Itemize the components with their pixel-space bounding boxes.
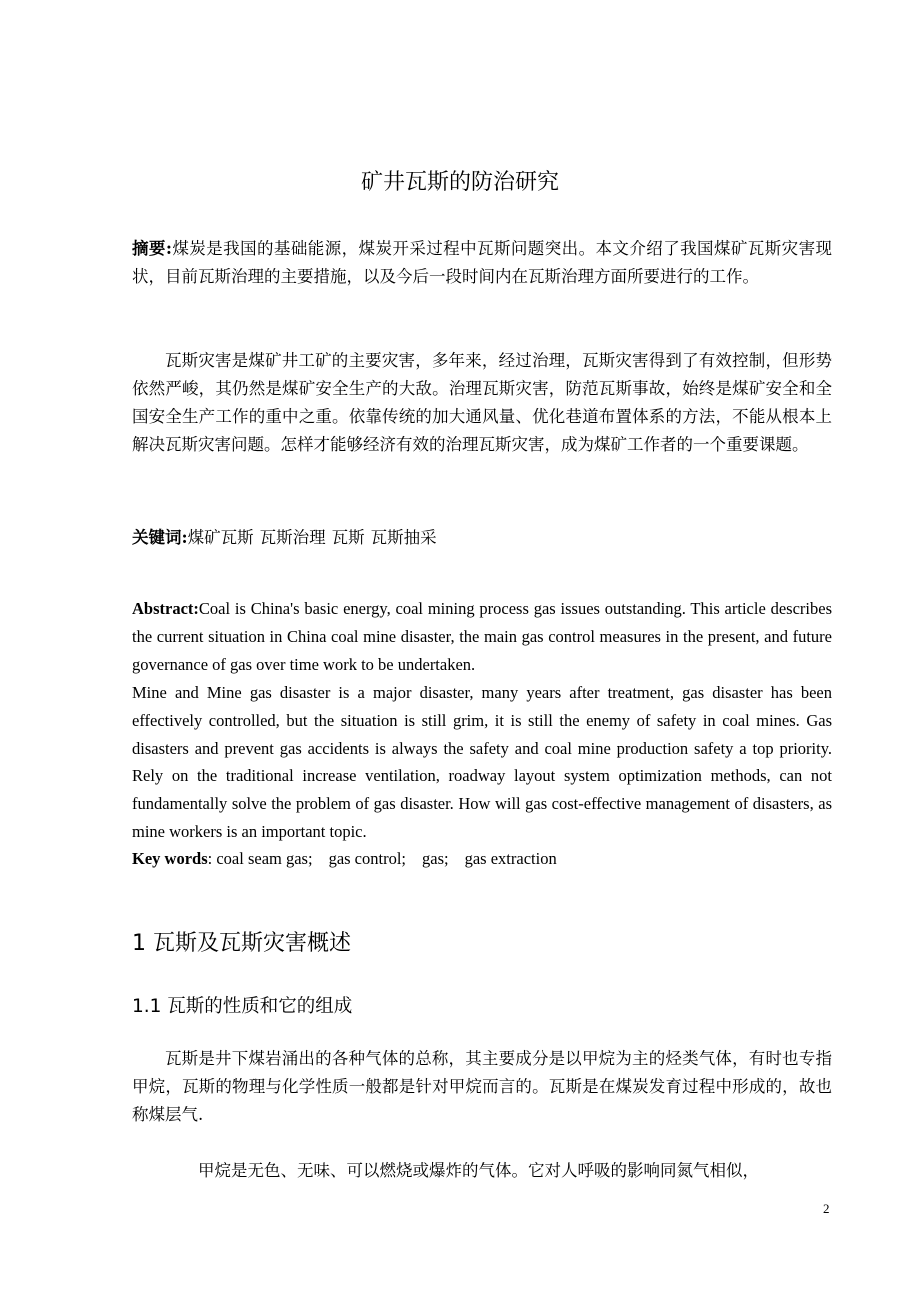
abstract-en-text: Coal is China's basic energy, coal mining process gas issues outstanding. This article describes the current situation in China coal mine disaster, the main gas control measures in the present, and future governance of gas over time work to be undertaken. [132,599,832,674]
keyword-en-item: gas control; [328,849,407,868]
keyword-en-item: gas; [422,849,449,868]
keyword-cn-item: 煤矿瓦斯 [187,528,254,547]
section-paragraph-2: 甲烷是无色、无味、可以燃烧或爆炸的气体。它对人呼吸的影响同氮气相似， [198,1161,759,1180]
subsection-heading: 1.1 瓦斯的性质和它的组成 [132,996,353,1017]
abstract-en [132,595,832,678]
keyword-en-item: coal seam gas; [216,849,313,868]
keywords-en [132,845,832,872]
keyword-cn-item: 瓦斯 [331,528,365,547]
section-heading: 1 瓦斯及瓦斯灾害概述 [132,931,351,956]
keywords-cn [132,525,832,551]
abstract-cn-text: 煤炭是我国的基础能源，煤炭开采过程中瓦斯问题突出。本文介绍了我国煤矿瓦斯灾害现状，目前瓦斯治理的主要措施，以及今后一段时间内在瓦斯治理方面所要进行的工作。 [132,239,833,286]
keywords-en-label: Key words [132,849,208,868]
page-number: 2 [823,1201,830,1216]
abstract-en-label: Abstract: [132,599,199,618]
abstract-cn [132,235,832,291]
abstract-cn-paragraph-2: 瓦斯灾害是煤矿井工矿的主要灾害，多年来，经过治理，瓦斯灾害得到了有效控制，但形势依然严峻，其仍然是煤矿安全生产的大敌。治理瓦斯灾害，防范瓦斯事故，始终是煤矿安全和全国安全生产工作的重中之重。依靠传统的加大通风量、优化巷道布置体系的方法，不能从根本上解决瓦斯灾害问题。怎样才能够经济有效的治理瓦斯灾害，成为煤矿工作者的一个重要课题。 [132,351,832,454]
abstract-en-paragraph-2: Mine and Mine gas disaster is a major disaster, many years after treatment, gas disaster has been effectively controlled, but the situation is still grim, it is still the enemy of safety in coal mines. Gas disasters and prevent gas accidents is always the safety and coal mine production safety a top priority. Rely on the traditional increase ventilation, roadway layout system optimization methods, can not fundamentally solve the problem of gas disaster. How will gas cost-effective management of disasters, as mine workers is an important topic. [132,683,832,841]
section-paragraph-1: 瓦斯是井下煤岩涌出的各种气体的总称，其主要成分是以甲烷为主的烃类气体，有时也专指甲烷，瓦斯的物理与化学性质一般都是针对甲烷而言的。瓦斯是在煤炭发育过程中形成的，故也称煤层气. [132,1049,832,1124]
keyword-cn-item: 瓦斯治理 [259,528,326,547]
document-title: 矿井瓦斯的防治研究 [360,170,559,195]
keywords-cn-label: 关键词: [132,528,188,547]
abstract-cn-label: 摘要: [132,239,172,258]
keywords-en-separator: : [207,849,213,868]
keyword-en-item: gas extraction [464,849,557,868]
keyword-cn-item: 瓦斯抽采 [370,528,437,547]
